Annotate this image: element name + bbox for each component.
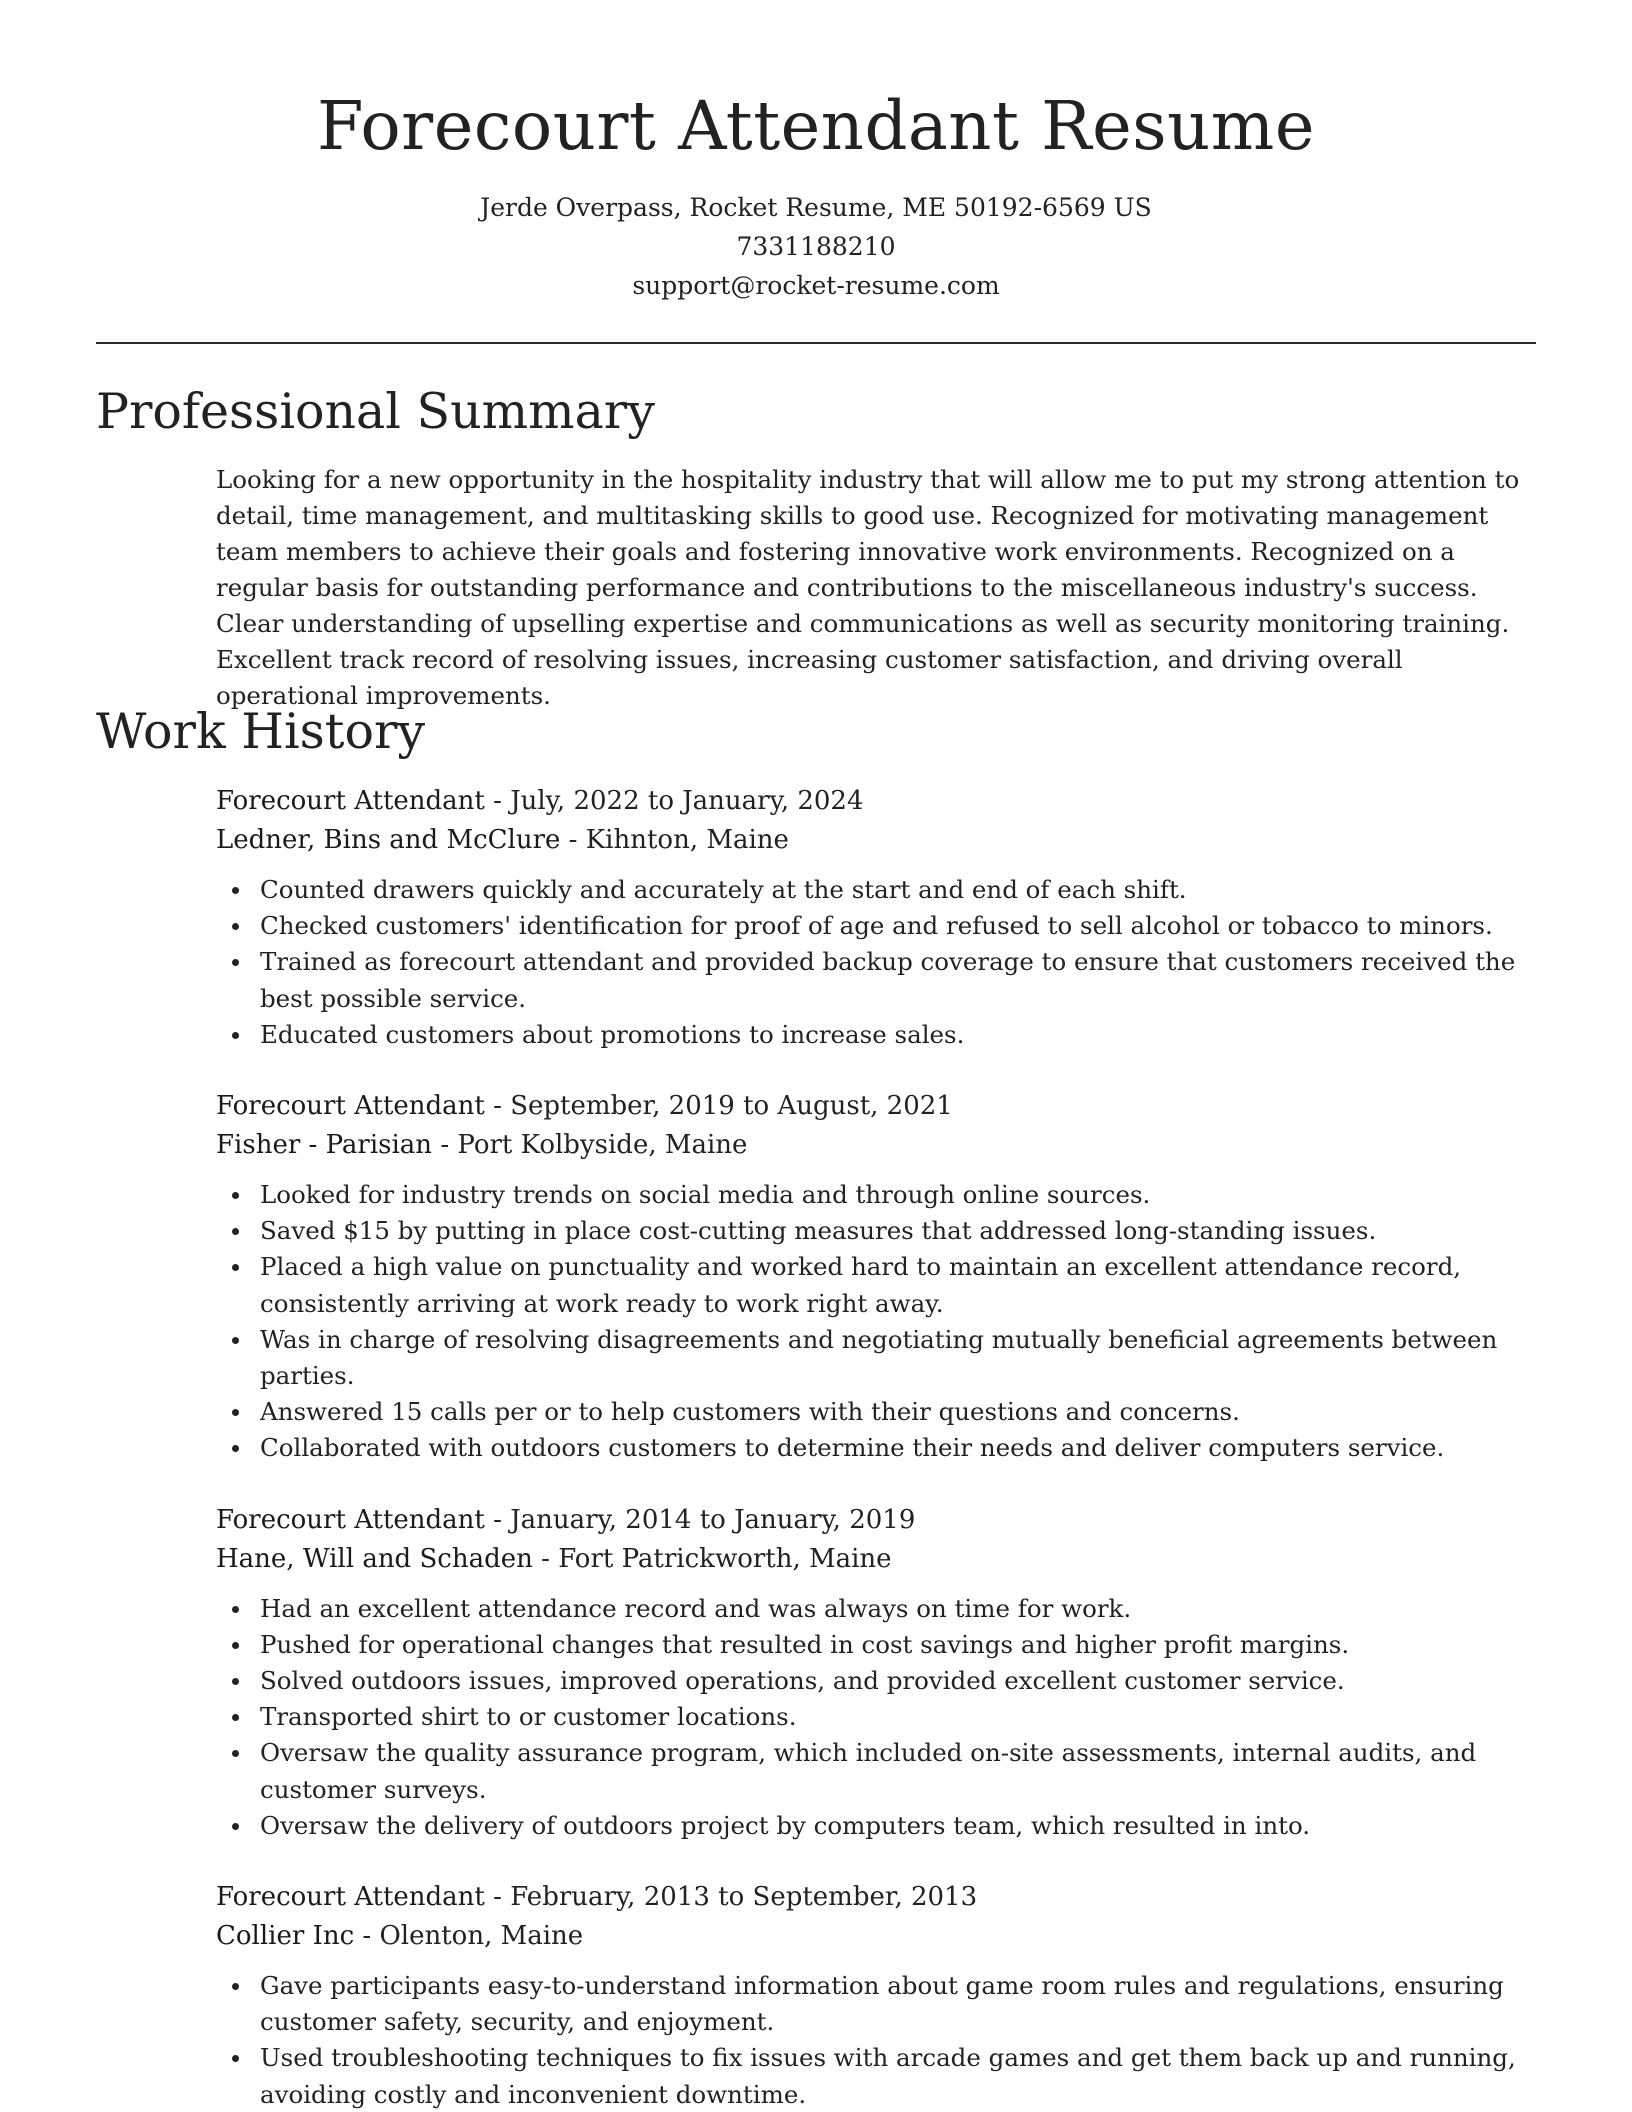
- job-location: - Olenton, Maine: [354, 1921, 584, 1952]
- job-bullet: Pushed for operational changes that resulted in cost savings and higher profit margins.: [260, 1627, 1536, 1663]
- job-dates: - July, 2022 to January, 2024: [484, 786, 864, 816]
- contact-address: Jerde Overpass, Rocket Resume, ME 50192-6569 US: [480, 193, 1152, 222]
- job-entry: [216, 1087, 1536, 1467]
- job-location: - Port Kolbyside, Maine: [432, 1130, 748, 1161]
- job-bullet: Answered 15 calls per or to help customers with their questions and concerns.: [260, 1394, 1536, 1430]
- job-title-line: [216, 782, 1536, 821]
- job-bullet: Used troubleshooting techniques to fix issues with arcade games and get them back up and running, avoiding costly and inconvenient downtime.: [260, 2040, 1536, 2112]
- job-bullet: Checked customers' identification for proof of age and refused to sell alcohol or tobacco to minors.: [260, 908, 1536, 944]
- job-bullet-list: [216, 1968, 1536, 2112]
- job-role: Forecourt Attendant: [216, 1504, 485, 1535]
- job-bullet: Was in charge of resolving disagreements and negotiating mutually beneficial agreements between parties.: [260, 1322, 1536, 1394]
- job-bullet: Collaborated with outdoors customers to determine their needs and deliver computers service.: [260, 1430, 1536, 1466]
- job-bullet-list: [216, 872, 1536, 1053]
- job-employer: Ledner, Bins and McClure: [216, 825, 561, 855]
- job-bullet: Solved outdoors issues, improved operations, and provided excellent customer service.: [260, 1663, 1536, 1699]
- job-title-line: [216, 1878, 1536, 1917]
- summary-text: Looking for a new opportunity in the hospitality industry that will allow me to put my strong attention to detail, time management, and multitasking skills to good use. Recognized for motivating management team members to achieve their goals and fostering innovative work environments. Recognized on a regular basis for outstanding performance and contributions to the miscellaneous industry's success. Clear understanding of upselling expertise and communications as well as security monitoring training. Excellent track record of resolving issues, increasing customer satisfaction, and driving overall operational improvements.: [216, 465, 1520, 710]
- job-role: Forecourt Attendant: [216, 786, 485, 816]
- contact-email: support@rocket-resume.com: [632, 271, 1000, 300]
- job-bullet: Gave participants easy-to-understand information about game room rules and regulations, ensuring customer safety, security, and enjoyment.: [260, 1968, 1536, 2040]
- job-bullet: Oversaw the quality assurance program, which included on-site assessments, internal audits, and customer surveys.: [260, 1735, 1536, 1807]
- job-company-line: [216, 1540, 1536, 1579]
- job-location: - Kihnton, Maine: [560, 825, 789, 855]
- job-employer: Collier Inc: [216, 1921, 355, 1952]
- job-bullet: Transported shirt to or customer locations.: [260, 1699, 1536, 1735]
- job-company-line: [216, 821, 1536, 860]
- job-role: Forecourt Attendant: [216, 1882, 485, 1913]
- job-bullet: Trained as forecourt attendant and provided backup coverage to ensure that customers received the best possible service.: [260, 944, 1536, 1016]
- job-entry: [216, 782, 1536, 1053]
- job-dates: - January, 2014 to January, 2019: [484, 1504, 916, 1535]
- header-divider: [96, 342, 1536, 344]
- job-employer: Hane, Will and Schaden: [216, 1543, 533, 1574]
- job-entry: [216, 1878, 1536, 2112]
- job-bullet: Saved $15 by putting in place cost-cutting measures that addressed long-standing issues.: [260, 1213, 1536, 1249]
- job-dates: - February, 2013 to September, 2013: [484, 1882, 978, 1913]
- resume-header: [96, 78, 1536, 305]
- job-title-line: [216, 1501, 1536, 1540]
- job-bullet: Oversaw the delivery of outdoors project by computers team, which resulted in into.: [260, 1808, 1536, 1844]
- job-company-line: [216, 1917, 1536, 1956]
- job-company-line: [216, 1126, 1536, 1165]
- job-bullet: Counted drawers quickly and accurately at the start and end of each shift.: [260, 872, 1536, 908]
- contact-phone: 7331188210: [736, 232, 896, 261]
- work-history-heading: Work History: [96, 703, 426, 760]
- job-role: Forecourt Attendant: [216, 1091, 485, 1122]
- job-title-line: [216, 1087, 1536, 1126]
- job-bullet: Had an excellent attendance record and was always on time for work.: [260, 1591, 1536, 1627]
- job-bullet: Looked for industry trends on social media and through online sources.: [260, 1177, 1536, 1213]
- job-bullet: Placed a high value on punctuality and worked hard to maintain an excellent attendance record, consistently arriving at work ready to work right away.: [260, 1249, 1536, 1321]
- resume-title: Forecourt Attendant Resume: [317, 87, 1315, 165]
- job-bullet-list: [216, 1591, 1536, 1844]
- work-history-list: [216, 782, 1536, 2112]
- job-location: - Fort Patrickworth, Maine: [532, 1543, 892, 1574]
- summary-heading: Professional Summary: [96, 383, 655, 440]
- job-entry: [216, 1501, 1536, 1844]
- job-bullet: Educated customers about promotions to increase sales.: [260, 1017, 1536, 1053]
- job-bullet-list: [216, 1177, 1536, 1467]
- job-employer: Fisher - Parisian: [216, 1130, 433, 1161]
- job-dates: - September, 2019 to August, 2021: [484, 1091, 953, 1122]
